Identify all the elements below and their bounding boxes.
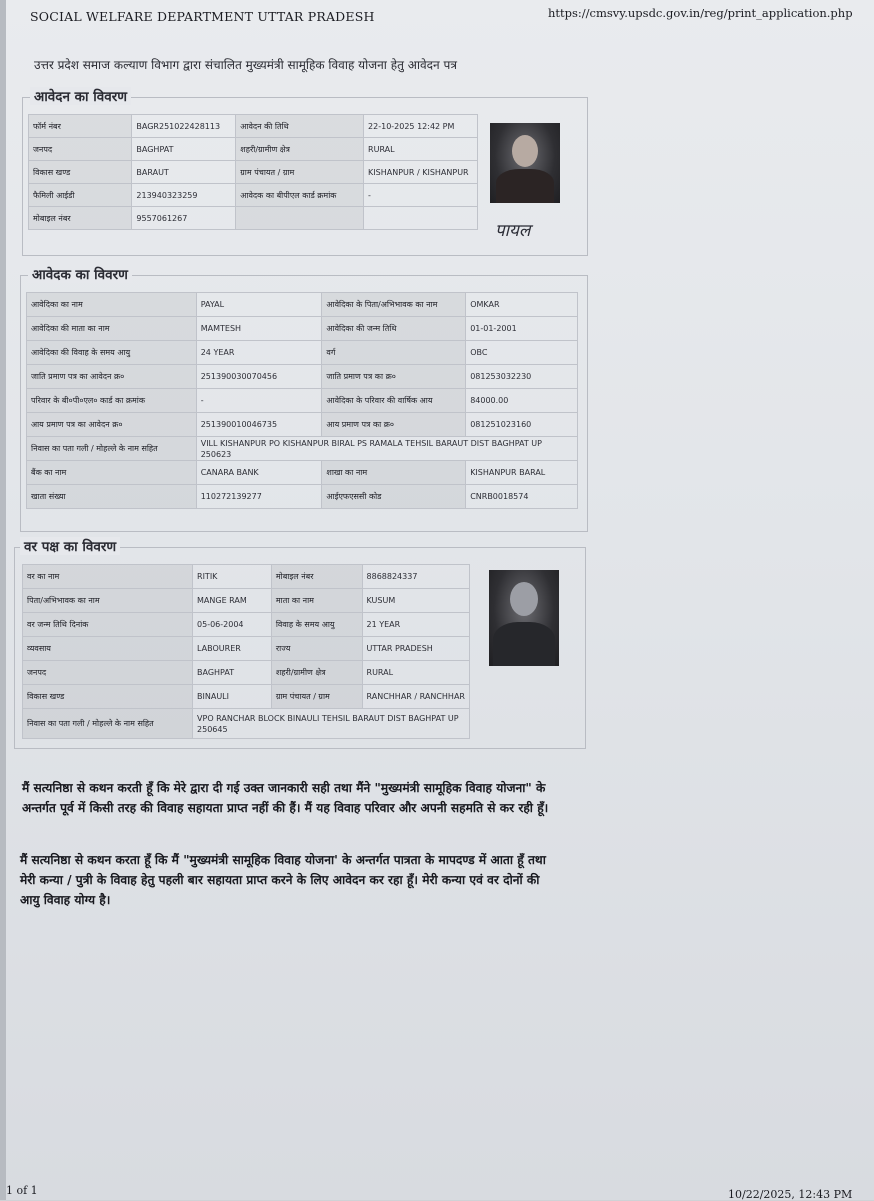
field-label: मोबाइल नंबर bbox=[271, 565, 362, 589]
groom-details-table bbox=[22, 564, 470, 739]
field-label: आईएफएससी कोड bbox=[322, 485, 466, 509]
applicant-details-title: आवेदक का विवरण bbox=[28, 265, 132, 283]
field-value: 24 YEAR bbox=[196, 341, 322, 365]
form-title: उत्तर प्रदेश समाज कल्याण विभाग द्वारा संचालित मुख्यमंत्री सामूहिक विवाह योजना हेतु आवेदन पत्र bbox=[34, 58, 457, 72]
field-value: 251390010046735 bbox=[196, 413, 322, 437]
field-value: BARAUT bbox=[132, 161, 236, 184]
field-value: VPO RANCHAR BLOCK BINAULI TEHSIL BARAUT DIST BAGHPAT UP 250645 bbox=[193, 709, 470, 739]
table-row bbox=[23, 685, 470, 709]
field-value: 251390030070456 bbox=[196, 365, 322, 389]
table-row bbox=[23, 589, 470, 613]
groom-photo bbox=[489, 570, 559, 666]
field-value: 081253032230 bbox=[466, 365, 578, 389]
table-row bbox=[23, 637, 470, 661]
field-value: PAYAL bbox=[196, 293, 322, 317]
field-value: OBC bbox=[466, 341, 578, 365]
table-row bbox=[27, 485, 578, 509]
table-row bbox=[27, 461, 578, 485]
table-row bbox=[27, 437, 578, 461]
field-value: 081251023160 bbox=[466, 413, 578, 437]
groom-details-title: वर पक्ष का विवरण bbox=[20, 537, 120, 555]
field-label: निवास का पता गली / मोहल्ले के नाम सहित bbox=[27, 437, 197, 461]
field-value: CANARA BANK bbox=[196, 461, 322, 485]
field-label: ग्राम पंचायत / ग्राम bbox=[236, 161, 364, 184]
table-row bbox=[23, 565, 470, 589]
field-label: वर जन्म तिथि दिनांक bbox=[23, 613, 193, 637]
field-value: - bbox=[364, 184, 478, 207]
table-row bbox=[27, 389, 578, 413]
field-value: 05-06-2004 bbox=[193, 613, 272, 637]
table-row bbox=[29, 115, 478, 138]
field-value: BAGHPAT bbox=[132, 138, 236, 161]
field-value: RANCHHAR / RANCHHAR bbox=[362, 685, 469, 709]
field-value: 110272139277 bbox=[196, 485, 322, 509]
field-value: CNRB0018574 bbox=[466, 485, 578, 509]
field-label: शहरी/ग्रामीण क्षेत्र bbox=[236, 138, 364, 161]
field-label: व्यवसाय bbox=[23, 637, 193, 661]
field-value: 21 YEAR bbox=[362, 613, 469, 637]
applicant-declaration: मैं सत्यनिष्ठा से कथन करती हूँ कि मेरे द्वारा दी गई उक्त जानकारी सही तथा मैंने "मुख्यमंत्री सामूहिक विवाह योजना" के अन्तर्गत पूर्व में किसी तरह की विवाह सहायता प्राप्त नहीं की हैं। मैं यह विवाह परिवार और अपनी सहमति से कर रही हूँ। bbox=[22, 781, 549, 815]
field-label: आवेदिका के परिवार की वार्षिक आय bbox=[322, 389, 466, 413]
field-label: खाता संख्या bbox=[27, 485, 197, 509]
applicant-signature: पायल bbox=[495, 221, 531, 241]
field-label: ग्राम पंचायत / ग्राम bbox=[271, 685, 362, 709]
field-label: शाखा का नाम bbox=[322, 461, 466, 485]
field-value: RURAL bbox=[364, 138, 478, 161]
application-details-table bbox=[28, 114, 478, 230]
table-row bbox=[29, 138, 478, 161]
field-label: विकास खण्ड bbox=[23, 685, 193, 709]
field-label: बैंक का नाम bbox=[27, 461, 197, 485]
field-value: UTTAR PRADESH bbox=[362, 637, 469, 661]
table-row bbox=[27, 413, 578, 437]
field-label: आय प्रमाण पत्र का क्र० bbox=[322, 413, 466, 437]
field-label: शहरी/ग्रामीण क्षेत्र bbox=[271, 661, 362, 685]
application-details-title: आवेदन का विवरण bbox=[30, 87, 131, 105]
guardian-declaration: मैं सत्यनिष्ठा से कथन करता हूँ कि मैं "मुख्यमंत्री सामूहिक विवाह योजना' के अन्तर्गत पात्रता के मापदण्ड में आता हूँ तथा मेरी कन्या / पुत्री के विवाह हेतु पहली बार सहायता प्राप्त करने के लिए आवेदन कर रहा हूँ। मेरी कन्या एवं वर दोनों की आयु विवाह योग्य है। bbox=[20, 853, 546, 907]
table-row bbox=[23, 613, 470, 637]
field-value: BINAULI bbox=[193, 685, 272, 709]
field-label: आवेदन की तिथि bbox=[236, 115, 364, 138]
page-edge bbox=[0, 0, 6, 1200]
table-row bbox=[27, 293, 578, 317]
field-value: OMKAR bbox=[466, 293, 578, 317]
field-value: KISHANPUR / KISHANPUR bbox=[364, 161, 478, 184]
field-value: VILL KISHANPUR PO KISHANPUR BIRAL PS RAMALA TEHSIL BARAUT DIST BAGHPAT UP 250623 bbox=[196, 437, 577, 461]
table-row bbox=[29, 161, 478, 184]
field-label: विकास खण्ड bbox=[29, 161, 132, 184]
table-row bbox=[23, 661, 470, 685]
field-label: जनपद bbox=[23, 661, 193, 685]
field-value: MANGE RAM bbox=[193, 589, 272, 613]
table-row bbox=[29, 184, 478, 207]
table-row bbox=[23, 709, 470, 739]
field-label: जाति प्रमाण पत्र का क्र० bbox=[322, 365, 466, 389]
field-label: आवेदिका की विवाह के समय आयु bbox=[27, 341, 197, 365]
field-value: BAGR251022428113 bbox=[132, 115, 236, 138]
print-url: https://cmsvy.upsdc.gov.in/reg/print_application.php bbox=[548, 6, 853, 20]
field-label: पिता/अभिभावक का नाम bbox=[23, 589, 193, 613]
field-value: - bbox=[196, 389, 322, 413]
field-label: आवेदिका का नाम bbox=[27, 293, 197, 317]
field-value: LABOURER bbox=[193, 637, 272, 661]
field-label: आवेदिका की जन्म तिथि bbox=[322, 317, 466, 341]
field-label: आवेदिका के पिता/अभिभावक का नाम bbox=[322, 293, 466, 317]
field-label: परिवार के बी०पी०एल० कार्ड का क्रमांक bbox=[27, 389, 197, 413]
applicant-details-table bbox=[26, 292, 578, 509]
applicant-photo bbox=[490, 123, 560, 203]
field-label: वर्ग bbox=[322, 341, 466, 365]
field-value: RURAL bbox=[362, 661, 469, 685]
field-label: फैमिली आईडी bbox=[29, 184, 132, 207]
field-value bbox=[364, 207, 478, 230]
field-label: आवेदिका की माता का नाम bbox=[27, 317, 197, 341]
department-header: SOCIAL WELFARE DEPARTMENT UTTAR PRADESH bbox=[30, 9, 375, 24]
field-label bbox=[236, 207, 364, 230]
field-value: RITIK bbox=[193, 565, 272, 589]
field-label: वर का नाम bbox=[23, 565, 193, 589]
field-label: जनपद bbox=[29, 138, 132, 161]
field-value: 22-10-2025 12:42 PM bbox=[364, 115, 478, 138]
table-row bbox=[27, 317, 578, 341]
field-label: आय प्रमाण पत्र का आवेदन क्र० bbox=[27, 413, 197, 437]
field-label: आवेदक का बीपीएल कार्ड क्रमांक bbox=[236, 184, 364, 207]
field-value: 213940323259 bbox=[132, 184, 236, 207]
field-value: 01-01-2001 bbox=[466, 317, 578, 341]
field-value: 9557061267 bbox=[132, 207, 236, 230]
table-row bbox=[27, 341, 578, 365]
table-row bbox=[29, 207, 478, 230]
field-label: माता का नाम bbox=[271, 589, 362, 613]
field-label: फॉर्म नंबर bbox=[29, 115, 132, 138]
field-value: MAMTESH bbox=[196, 317, 322, 341]
field-label: राज्य bbox=[271, 637, 362, 661]
page-count: 1 of 1 bbox=[6, 1184, 38, 1197]
field-value: 84000.00 bbox=[466, 389, 578, 413]
print-timestamp: 10/22/2025, 12:43 PM bbox=[728, 1188, 853, 1201]
table-row bbox=[27, 365, 578, 389]
field-label: मोबाइल नंबर bbox=[29, 207, 132, 230]
field-value: BAGHPAT bbox=[193, 661, 272, 685]
field-value: KUSUM bbox=[362, 589, 469, 613]
field-label: जाति प्रमाण पत्र का आवेदन क्र० bbox=[27, 365, 197, 389]
field-label: निवास का पता गली / मोहल्ले के नाम सहित bbox=[23, 709, 193, 739]
field-label: विवाह के समय आयु bbox=[271, 613, 362, 637]
field-value: 8868824337 bbox=[362, 565, 469, 589]
field-value: KISHANPUR BARAL bbox=[466, 461, 578, 485]
